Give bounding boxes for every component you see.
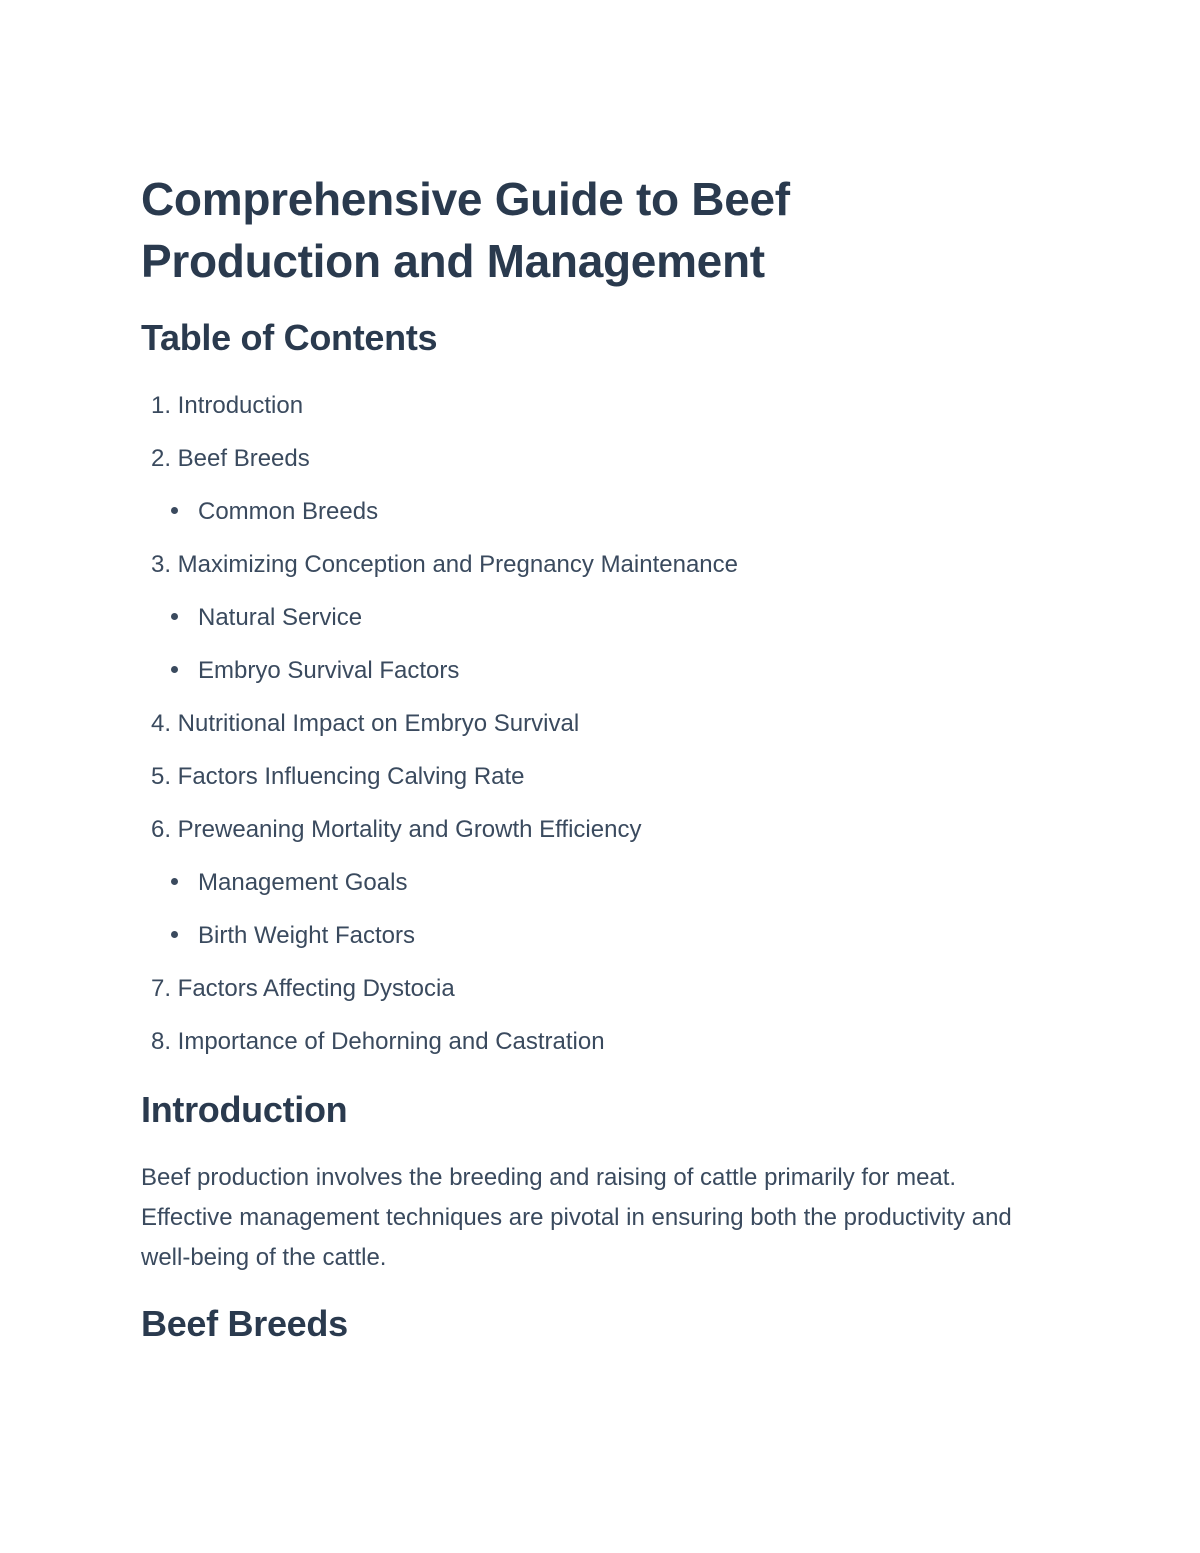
toc-label: Introduction — [177, 392, 304, 419]
toc-sublabel: Natural Service — [198, 604, 363, 631]
toc-item-introduction[interactable] — [141, 391, 303, 421]
toc-subitem-natural-service[interactable] — [171, 603, 362, 633]
toc-sublabel: Management Goals — [198, 869, 408, 896]
toc-item-dehorning-castration[interactable] — [141, 1027, 605, 1057]
toc-label: Beef Breeds — [177, 445, 310, 472]
toc-label: Preweaning Mortality and Growth Efficiency — [177, 816, 642, 843]
toc-subitem-embryo-survival-factors[interactable] — [171, 656, 459, 686]
toc-sublabel: Common Breeds — [198, 498, 379, 525]
toc-item-beef-breeds[interactable] — [141, 444, 310, 474]
toc-label: Factors Affecting Dystocia — [177, 975, 455, 1002]
toc-item-calving-rate[interactable] — [141, 762, 525, 792]
toc-heading: Table of Contents — [141, 317, 438, 358]
bullet-icon — [171, 666, 178, 673]
toc-number: 8. — [150, 1028, 171, 1055]
toc-item-maximizing-conception[interactable] — [141, 550, 738, 580]
toc-item-dystocia[interactable] — [141, 974, 455, 1004]
toc-sublabel: Embryo Survival Factors — [198, 657, 460, 684]
toc-sublabel: Birth Weight Factors — [198, 922, 415, 949]
toc-subitem-common-breeds[interactable] — [171, 497, 378, 527]
toc-item-nutritional-impact[interactable] — [141, 709, 579, 739]
toc-number: 5. — [150, 763, 171, 790]
bullet-icon — [171, 878, 178, 885]
toc-label: Importance of Dehorning and Castration — [177, 1028, 605, 1055]
bullet-icon — [171, 507, 178, 514]
introduction-heading: Introduction — [141, 1089, 348, 1130]
bullet-icon — [171, 613, 178, 620]
toc-subitem-management-goals[interactable] — [171, 868, 407, 898]
toc-number: 2. — [150, 445, 171, 472]
toc-number: 6. — [150, 816, 171, 843]
toc-number: 3. — [150, 551, 171, 578]
beef-breeds-heading: Beef Breeds — [141, 1303, 348, 1344]
introduction-paragraph: Beef production involves the breeding and raising of cattle primarily for meat. Effective management techniques are pivotal in ensuring both the productivity and well-being of the cattle. — [141, 1164, 1012, 1271]
toc-number: 4. — [150, 710, 171, 737]
toc-subitem-birth-weight-factors[interactable] — [171, 921, 415, 951]
toc-item-preweaning-mortality[interactable] — [141, 815, 641, 845]
toc-number: 7. — [150, 975, 171, 1002]
toc-number: 1. — [150, 392, 171, 419]
toc-label: Factors Influencing Calving Rate — [177, 763, 525, 790]
bullet-icon — [171, 931, 178, 938]
title-line-1: Comprehensive Guide to Beef — [141, 173, 790, 225]
toc-label: Maximizing Conception and Pregnancy Maintenance — [177, 551, 738, 578]
document-title — [141, 168, 961, 292]
title-line-2: Production and Management — [141, 235, 765, 287]
toc-label: Nutritional Impact on Embryo Survival — [177, 710, 580, 737]
